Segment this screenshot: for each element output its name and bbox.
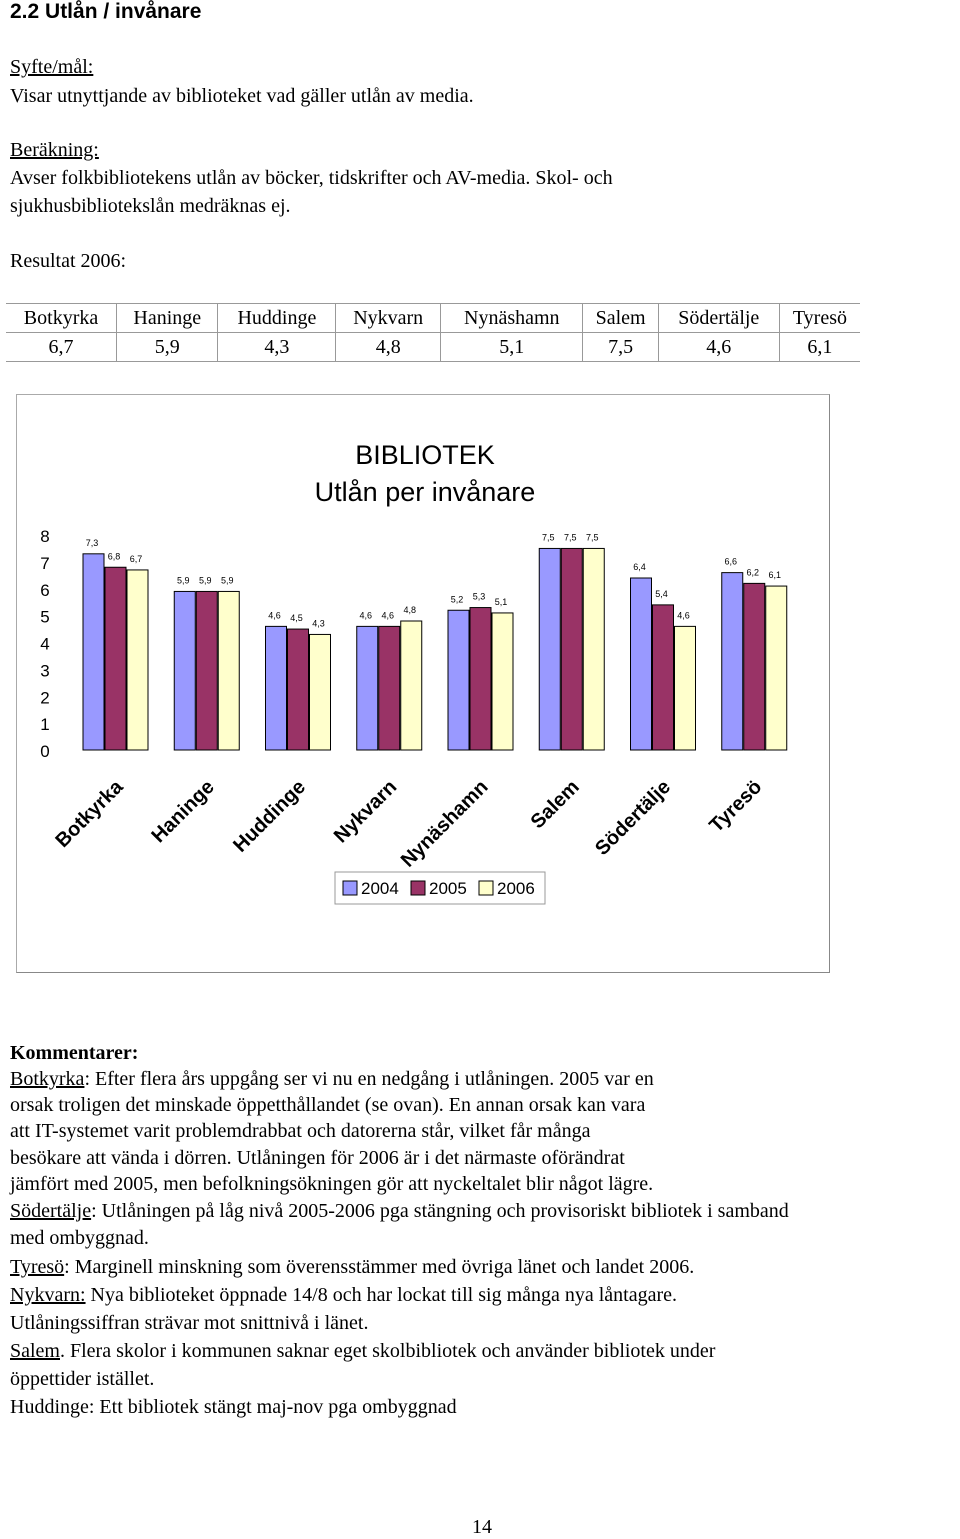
comment-text: Nya biblioteket öppnade 14/8 och har lockat till sig många nya låntagare. [85,1284,678,1306]
result-label: Resultat 2006: [10,250,127,272]
comment-huddinge-line1: Huddinge: Ett bibliotek stängt maj-nov pga ombyggnad [10,1396,457,1418]
comment-botkyrka-line2: orsak troligen det minskade öppetthållandet (se ovan). En annan orsak kan vara [10,1094,646,1116]
y-tick-label: 0 [40,742,50,761]
y-tick-label: 7 [40,553,50,573]
data-label: 7,3 [85,537,99,548]
goal-label: Syfte/mål: [10,56,94,78]
data-label: 6,6 [724,556,738,567]
data-label: 7,5 [541,532,555,543]
x-axis [51,775,766,871]
data-label: 5,9 [220,575,234,586]
data-label: 5,3 [472,591,486,602]
legend [335,872,545,904]
bar-2004-3 [357,626,378,750]
comment-salem-line2: öppettider istället. [10,1368,155,1390]
page-number: 14 [472,1516,492,1538]
data-label: 5,9 [198,575,212,586]
y-tick-label: 5 [40,607,50,627]
data-label: 6,2 [746,567,760,578]
legend-label-2006: 2006 [497,879,535,898]
x-tick-label: Nynäshamn [396,775,493,872]
comment-sodertalje-line2: med ombyggnad. [10,1227,149,1249]
bar-2004-4 [448,610,469,750]
data-label: 6,8 [107,551,121,562]
bar-2005-6 [653,605,674,750]
bar-2006-5 [583,548,604,750]
comment-nykvarn-line1 [10,1282,677,1308]
chart-title: BIBLIOTEK [355,440,495,470]
legend-swatch-2005 [411,881,425,895]
bar-2005-3 [379,626,400,750]
bars [83,532,787,750]
result-header: Salem [583,304,658,333]
bar-2006-3 [401,621,422,750]
result-header: Botkyrka [6,304,117,333]
result-value: 6,7 [6,333,117,362]
comment-tyreso-line1 [10,1254,694,1280]
bar-2005-5 [561,548,582,750]
bar-2005-1 [196,591,217,750]
data-label: 5,4 [655,588,668,599]
bar-2004-2 [266,626,287,750]
data-label: 5,2 [450,594,464,605]
result-header: Haninge [117,304,218,333]
bar-2006-2 [310,634,331,750]
comments-title: Kommentarer: [10,1042,139,1064]
calc-text-line2: sjukhusbibliotekslån medräknas ej. [10,195,291,217]
y-tick-label: 2 [40,688,50,708]
result-header: Nynäshamn [441,304,583,333]
bar-2004-5 [539,548,560,750]
bar-2004-0 [83,554,104,750]
comment-botkyrka-label: Botkyrka [10,1068,85,1090]
result-value: 4,3 [218,333,336,362]
comment-botkyrka-line1 [10,1066,654,1092]
result-header: Tyresö [779,304,860,333]
calc-text-line1: Avser folkbibliotekens utlån av böcker, tidskrifter och AV-media. Skol- och [10,167,613,189]
y-tick-label: 6 [40,580,50,600]
comment-salem-label: Salem [10,1340,60,1362]
chart-frame [16,394,830,973]
data-label: 6,7 [129,553,143,564]
x-tick-label: Nykvarn [329,775,402,848]
legend-swatch-2004 [343,881,357,895]
bar-2005-0 [105,567,126,750]
x-tick-label: Botkyrka [51,775,128,853]
data-label: 4,6 [677,610,690,621]
data-label: 7,5 [585,532,599,543]
result-value: 4,8 [336,333,441,362]
data-label: 6,1 [768,570,782,581]
data-label: 7,5 [563,532,577,543]
y-tick-label: 1 [40,715,50,735]
data-label: 5,1 [494,596,508,607]
bar-2005-7 [744,583,765,750]
result-value: 4,6 [658,333,779,362]
legend-swatch-2006 [479,881,493,895]
result-value-row [6,333,860,362]
y-tick-label: 8 [40,527,50,546]
section-heading: 2.2 Utlån / invånare [10,0,202,23]
result-value: 5,9 [117,333,218,362]
comment-botkyrka-line4: besökare att vända i dörren. Utlåningen för 2006 är i det närmaste oförändrat [10,1147,625,1169]
comment-nykvarn-line2: Utlåningssiffran strävar mot snittnivå i länet. [10,1312,369,1334]
data-label: 4,6 [381,610,395,621]
result-value: 7,5 [583,333,658,362]
comment-sodertalje-line1 [10,1198,789,1224]
legend-label-2004: 2004 [361,879,399,898]
bar-2004-6 [631,578,652,750]
y-tick-label: 4 [40,634,50,654]
bar-2005-4 [470,608,491,750]
bar-2004-1 [174,591,195,750]
bar-2006-1 [218,591,239,750]
y-axis [40,527,49,761]
bar-chart [17,395,829,972]
data-label: 6,4 [633,562,646,572]
data-label: 4,8 [403,605,417,615]
result-header: Södertälje [658,304,779,333]
x-tick-label: Tyresö [705,775,767,837]
bar-2006-7 [766,586,787,750]
data-label: 4,6 [359,610,373,621]
x-tick-label: Södertälje [591,775,676,860]
comment-tyreso-label: Tyresö [10,1256,65,1278]
bar-2005-2 [288,629,309,750]
bar-2006-0 [127,570,148,750]
comment-botkyrka-line5: jämfört med 2005, men befolkningsökningen gör att nyckeltalet blir något lägre. [10,1173,654,1195]
x-tick-label: Salem [526,775,584,834]
data-label: 5,9 [176,575,190,586]
chart-subtitle: Utlån per invånare [314,477,536,507]
goal-text: Visar utnyttjande av biblioteket vad gäller utlån av media. [10,85,474,107]
data-label: 4,6 [268,610,281,621]
comment-sodertalje-label: Södertälje [10,1200,92,1222]
result-header: Huddinge [218,304,336,333]
data-label: 4,5 [290,613,303,624]
result-table [6,303,860,362]
comment-text: . Flera skolor i kommunen saknar eget skolbibliotek och använder bibliotek under [60,1340,716,1362]
x-tick-label: Huddinge [229,775,311,857]
bar-2006-6 [675,626,696,750]
bar-2004-7 [722,573,743,750]
data-label: 4,3 [312,618,325,629]
comment-nykvarn-label: Nykvarn: [10,1284,86,1306]
legend-label-2005: 2005 [429,879,467,898]
result-value: 6,1 [779,333,860,362]
result-header-row [6,304,860,333]
comment-text: : Marginell minskning som överensstämmer med övriga länet och landet 2006. [64,1256,695,1278]
bar-2006-4 [492,613,513,750]
comment-salem-line1 [10,1338,715,1364]
comment-text: : Efter flera års uppgång ser vi nu en nedgång i utlåningen. 2005 var en [84,1068,654,1090]
x-tick-label: Haninge [147,775,219,848]
y-tick-label: 3 [40,661,50,681]
comment-text: : Utlåningen på låg nivå 2005-2006 pga stängning och provisoriskt bibliotek i samband [91,1200,789,1222]
calc-label: Beräkning: [10,139,99,161]
comment-botkyrka-line3: att IT-systemet varit problemdrabbat och datorerna står, vilket får många [10,1120,591,1142]
result-value: 5,1 [441,333,583,362]
result-header: Nykvarn [336,304,441,333]
